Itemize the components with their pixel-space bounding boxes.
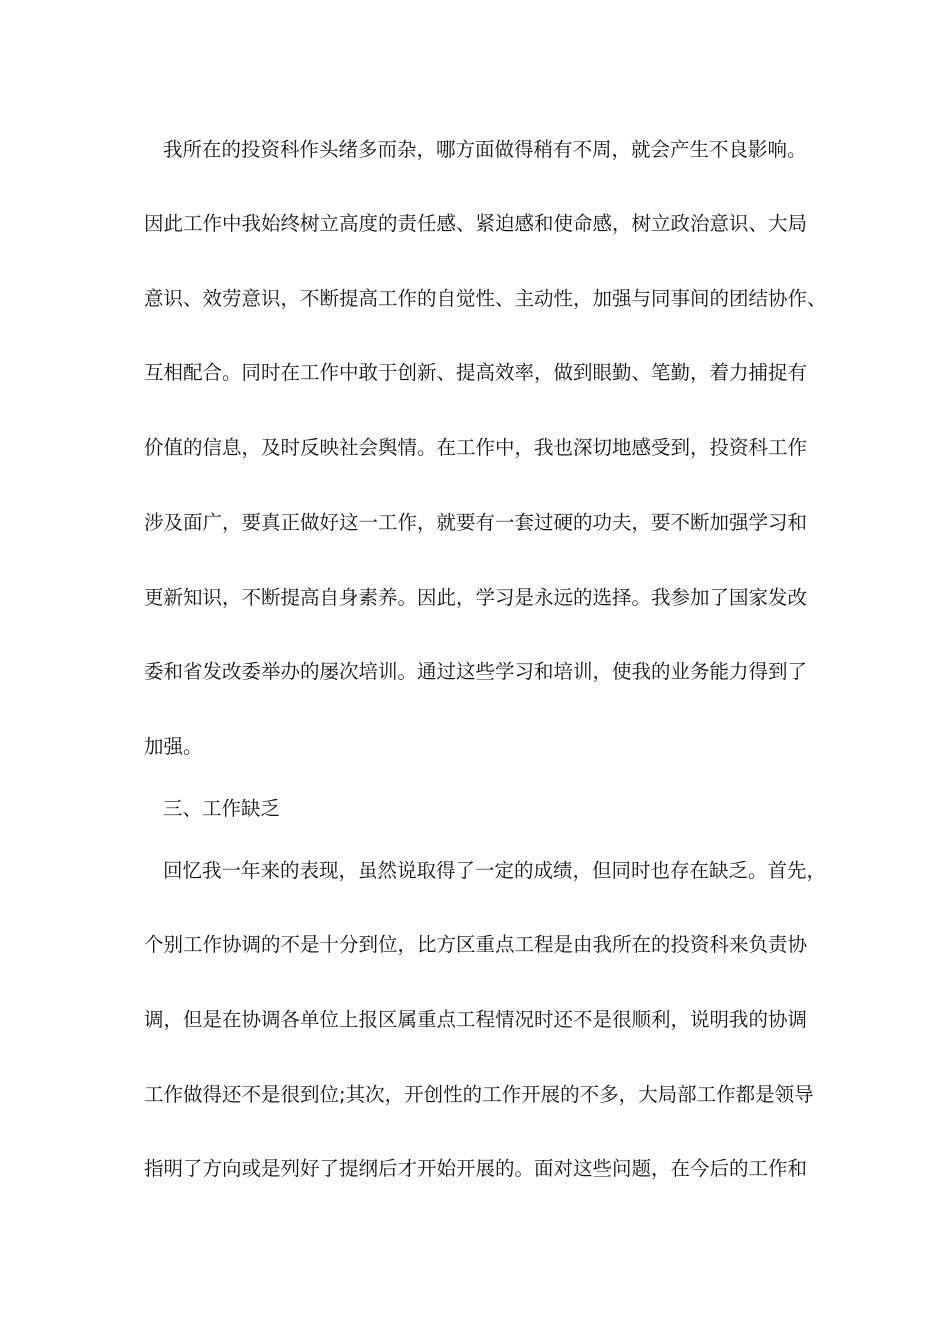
paragraph-line: 工作做得还不是很到位;其次，开创性的工作开展的不多，大局部工作都是领导 [144,1083,814,1106]
paragraph-line: 因此工作中我始终树立高度的责任感、紧迫感和使命感，树立政治意识、大局 [144,212,808,235]
paragraph-line: 涉及面广，要真正做好这一工作，就要有一套过硬的功夫，要不断加强学习和 [144,511,808,534]
paragraph-line: 价值的信息，及时反映社会舆情。在工作中，我也深切地感受到，投资科工作 [144,436,808,459]
paragraph-line: 指明了方向或是列好了提纲后才开始开展的。面对这些问题，在今后的工作和 [144,1157,808,1180]
paragraph-line: 我所在的投资科作头绪多而杂，哪方面做得稍有不周，就会产生不良影响。 [163,138,807,161]
paragraph-line: 互相配合。同时在工作中敢于创新、提高效率，做到眼勤、笔勤，着力捕捉有 [144,361,808,384]
paragraph-line: 委和省发改委举办的屡次培训。通过这些学习和培训，使我的业务能力得到了 [144,660,808,683]
paragraph-line: 调，但是在协调各单位上报区属重点工程情况时还不是很顺利，说明我的协调 [144,1008,808,1031]
paragraph-line: 意识、效劳意识，不断提高工作的自觉性、主动性，加强与同事间的团结协作、 [144,287,827,310]
paragraph-line: 更新知识，不断提高自身素养。因此，学习是永远的选择。我参加了国家发改 [144,586,808,609]
paragraph-line: 加强。 [144,735,203,758]
paragraph-line: 回忆我一年来的表现，虽然说取得了一定的成绩，但同时也存在缺乏。首先， [163,859,827,882]
section-heading: 三、工作缺乏 [163,797,281,820]
paragraph-line: 个别工作协调的不是十分到位，比方区重点工程是由我所在的投资科来负责协 [144,933,808,956]
